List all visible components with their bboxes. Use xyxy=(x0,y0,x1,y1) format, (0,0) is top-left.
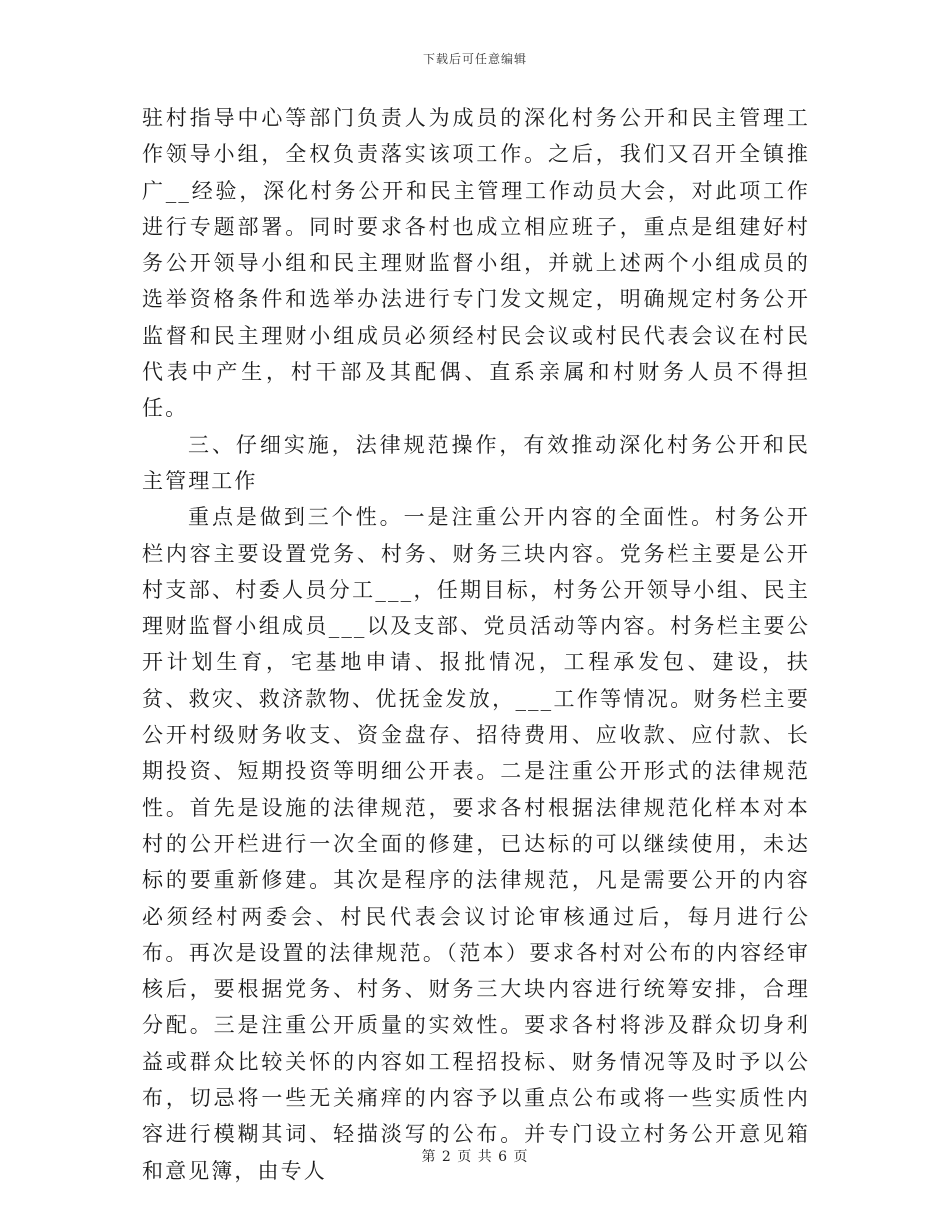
document-body xyxy=(142,100,810,1189)
section-heading: 三、仔细实施，法律规范操作，有效推动深化村务公开和民主管理工作 xyxy=(142,432,810,493)
page-header: 下载后可任意编辑 xyxy=(422,52,527,66)
page-number: 第 2 页 共 6 页 xyxy=(421,1149,529,1165)
paragraph-continuation: 驻村指导中心等部门负责人为成员的深化村务公开和民主管理工作领导小组，全权负责落实该项工作。之后，我们又召开全镇推广__经验，深化村务公开和民主管理工作动员大会，对此项工作进行专题部署。同时要求各村也成立相应班子，重点是组建好村务公开领导小组和民主理财监督小组，并就上述两个小组成员的选举资格条件和选举办法进行专门发文规定，明确规定村务公开监督和民主理财小组成员必须经村民会议或村民代表会议在村民代表中产生，村干部及其配偶、直系亲属和村财务人员不得担任。 xyxy=(142,106,810,421)
paragraph-main: 重点是做到三个性。一是注重公开内容的全面性。村务公开栏内容主要设置党务、村务、财务三块内容。党务栏主要是公开村支部、村委人员分工___，任期目标，村务公开领导小组、民主理财监督小组成员___以及支部、党员活动等内容。村务栏主要公开计划生育，宅基地申请、报批情况，工程承发包、建设，扶贫、救灾、救济款物、优抚金发放，___工作等情况。财务栏主要公开村级财务收支、资金盘存、招待费用、应收款、应付款、长期投资、短期投资等明细公开表。二是注重公开形式的法律规范性。首先是设施的法律规范，要求各村根据法律规范化样本对本村的公开栏进行一次全面的修建，已达标的可以继续使用，未达标的要重新修建。其次是程序的法律规范，凡是需要公开的内容必须经村两委会、村民代表会议讨论审核通过后，每月进行公布。再次是设置的法律规范。（范本）要求各村对公布的内容经审核后，要根据党务、村务、财务三大块内容进行统筹安排，合理分配。三是注重公开质量的实效性。要求各村将涉及群众切身利益或群众比较关怀的内容如工程招投标、财务情况等及时予以公布，切忌将一些无关痛痒的内容予以重点公布或将一些实质性内容进行模糊其词、轻描淡写的公布。并专门设立村务公开意见箱和意见簿，由专人 xyxy=(142,505,810,1183)
